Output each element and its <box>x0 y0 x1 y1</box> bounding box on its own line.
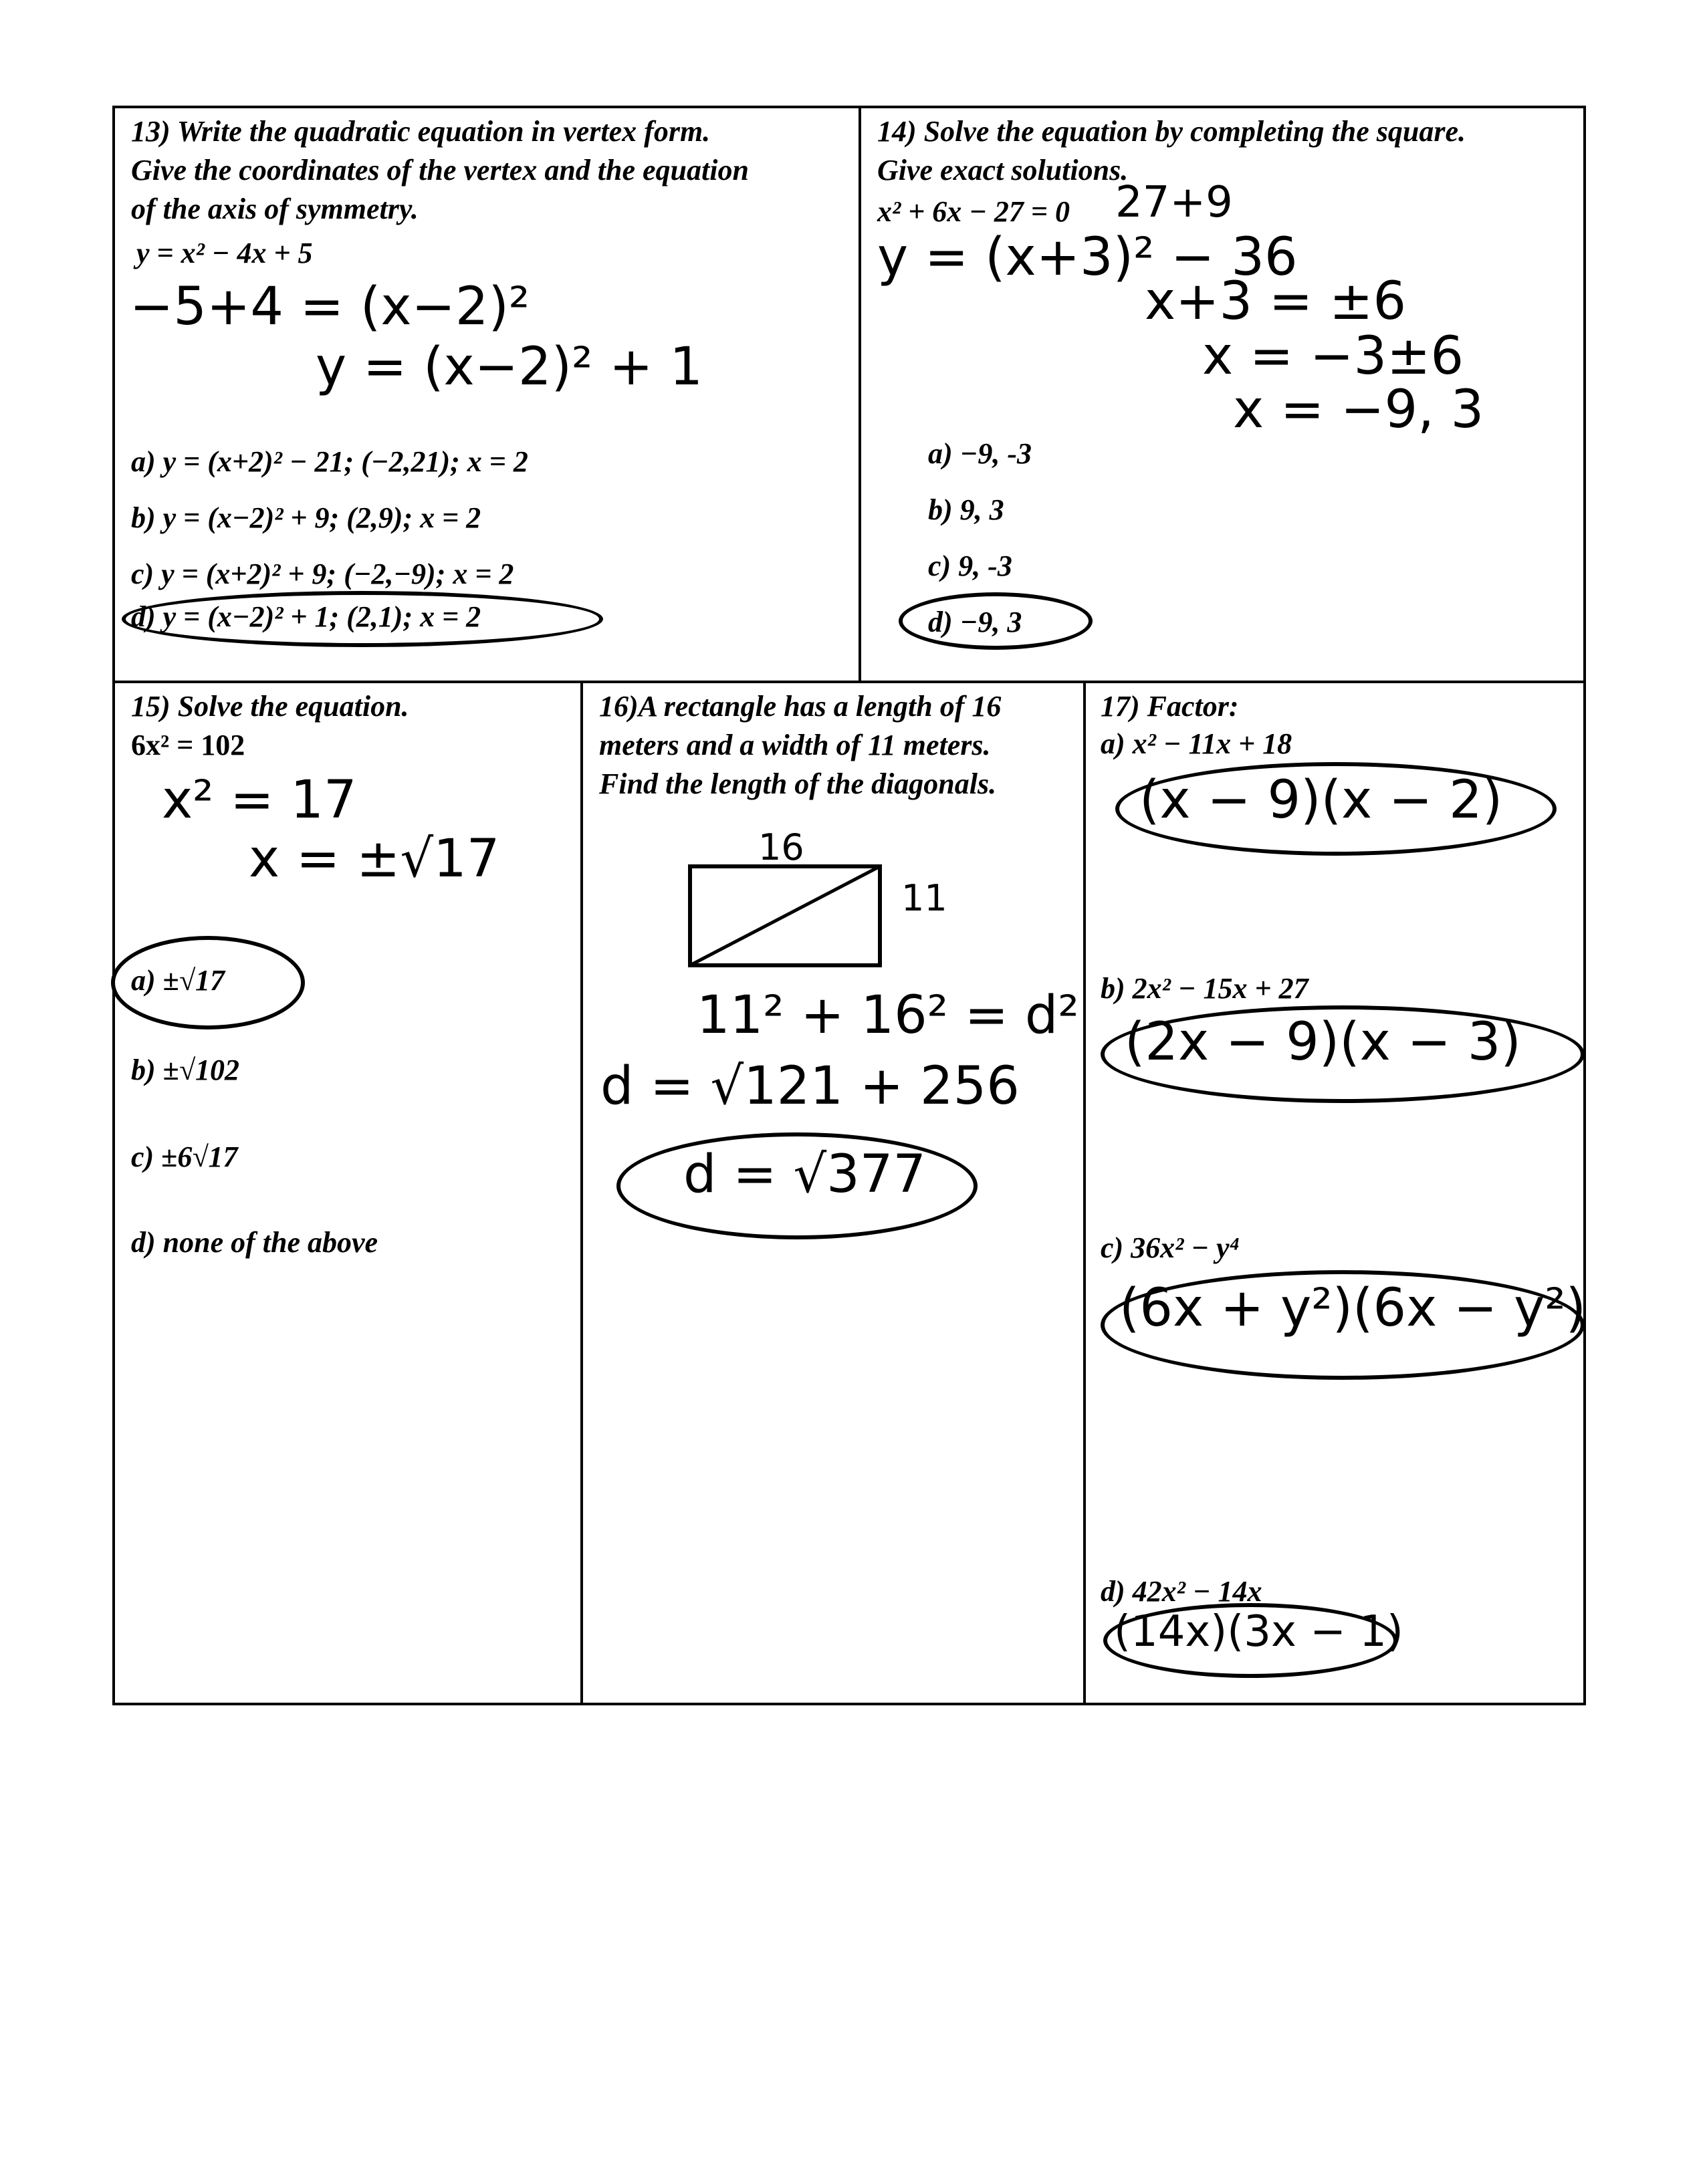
question-15-option-a[interactable]: a) ±√17 <box>131 964 225 997</box>
question-13-work-line-2: y = (x−2)² + 1 <box>316 337 703 397</box>
question-16-work-line-2: d = √121 + 256 <box>600 1056 1020 1116</box>
question-15-option-d[interactable]: d) none of the above <box>131 1226 378 1259</box>
question-14-equation: x² + 6x − 27 = 0 <box>877 195 1070 228</box>
question-17-item-b-circle <box>1101 1005 1585 1103</box>
question-15-cell <box>115 683 580 1705</box>
question-14-option-c[interactable]: c) 9, -3 <box>928 550 1012 582</box>
question-16-work-line-3: d = √377 <box>683 1144 927 1205</box>
question-15-answer-circle <box>111 936 305 1029</box>
question-17-item-c-answer: (6x + y²)(6x − y²) <box>1119 1278 1587 1338</box>
question-17-item-c-problem: c) 36x² − y⁴ <box>1101 1231 1240 1264</box>
question-14-work-line-4: x = −9, 3 <box>1233 380 1484 440</box>
question-17-item-d-circle <box>1103 1603 1397 1678</box>
question-14-work-note: 27+9 <box>1115 178 1233 227</box>
question-16-work-line-1: 11² + 16² = d² <box>697 985 1079 1046</box>
question-15-option-b[interactable]: b) ±√102 <box>131 1054 239 1086</box>
question-14-cell <box>861 108 1583 681</box>
question-17-item-c-circle <box>1101 1270 1585 1380</box>
question-14-option-b[interactable]: b) 9, 3 <box>928 493 1004 526</box>
worksheet-grid <box>112 106 1586 1705</box>
question-15-work-line-2: x = ±√17 <box>249 829 500 889</box>
question-17-cell <box>1086 683 1587 1705</box>
question-15-option-c[interactable]: c) ±6√17 <box>131 1140 238 1173</box>
question-13-cell <box>115 108 859 681</box>
question-13-equation: y = x² − 4x + 5 <box>136 237 313 269</box>
question-17-item-b-problem: b) 2x² − 15x + 27 <box>1101 972 1309 1005</box>
question-17-item-a-answer: (x − 9)(x − 2) <box>1139 770 1503 830</box>
question-13-option-c[interactable]: c) y = (x+2)² + 9; (−2,−9); x = 2 <box>131 558 514 590</box>
question-17-item-b-answer: (2x − 9)(x − 3) <box>1125 1012 1521 1072</box>
question-14-option-d[interactable]: d) −9, 3 <box>928 606 1022 638</box>
question-14-prompt: 14) Solve the equation by completing the square. Give exact solutions. <box>877 115 1466 187</box>
rectangle-width-label: 11 <box>901 877 947 919</box>
question-16-prompt: 16)A rectangle has a length of 16 meters and a width of 11 meters. Find the length of the diagonals. <box>599 690 1002 800</box>
question-14-option-a[interactable]: a) −9, -3 <box>928 437 1032 470</box>
rectangle-diagonal <box>690 866 880 965</box>
question-17-item-d-problem: d) 42x² − 14x <box>1101 1575 1262 1608</box>
question-13-work-line-1: −5+4 = (x−2)² <box>130 277 530 337</box>
question-15-equation: 6x² = 102 <box>131 729 245 761</box>
question-14-work-line-3: x = −3±6 <box>1202 326 1464 386</box>
question-16-cell <box>583 683 1083 1705</box>
question-15-prompt: 15) Solve the equation. <box>131 690 409 723</box>
rectangle-length-label: 16 <box>758 826 804 868</box>
question-13-option-b[interactable]: b) y = (x−2)² + 9; (2,9); x = 2 <box>131 501 481 534</box>
question-13-answer-circle <box>122 591 603 647</box>
question-13-option-a[interactable]: a) y = (x+2)² − 21; (−2,21); x = 2 <box>131 445 528 478</box>
question-17-item-a-problem: a) x² − 11x + 18 <box>1101 727 1292 760</box>
question-17-item-d-answer: (14x)(3x − 1) <box>1114 1607 1403 1657</box>
question-13-prompt: 13) Write the quadratic equation in vertex form. Give the coordinates of the vertex and the equation of the axis of symmetry. <box>131 115 749 225</box>
question-13-option-d[interactable]: d) y = (x−2)² + 1; (2,1); x = 2 <box>131 600 481 633</box>
question-14-work-line-2: x+3 = ±6 <box>1145 271 1407 332</box>
question-14-work-line-1: y = (x+3)² − 36 <box>877 227 1298 287</box>
question-14-answer-circle <box>899 592 1093 650</box>
question-16-answer-circle <box>616 1132 978 1239</box>
question-15-work-line-1: x² = 17 <box>162 770 357 830</box>
question-17-item-a-circle <box>1115 762 1557 856</box>
question-17-prompt: 17) Factor: <box>1101 690 1239 723</box>
